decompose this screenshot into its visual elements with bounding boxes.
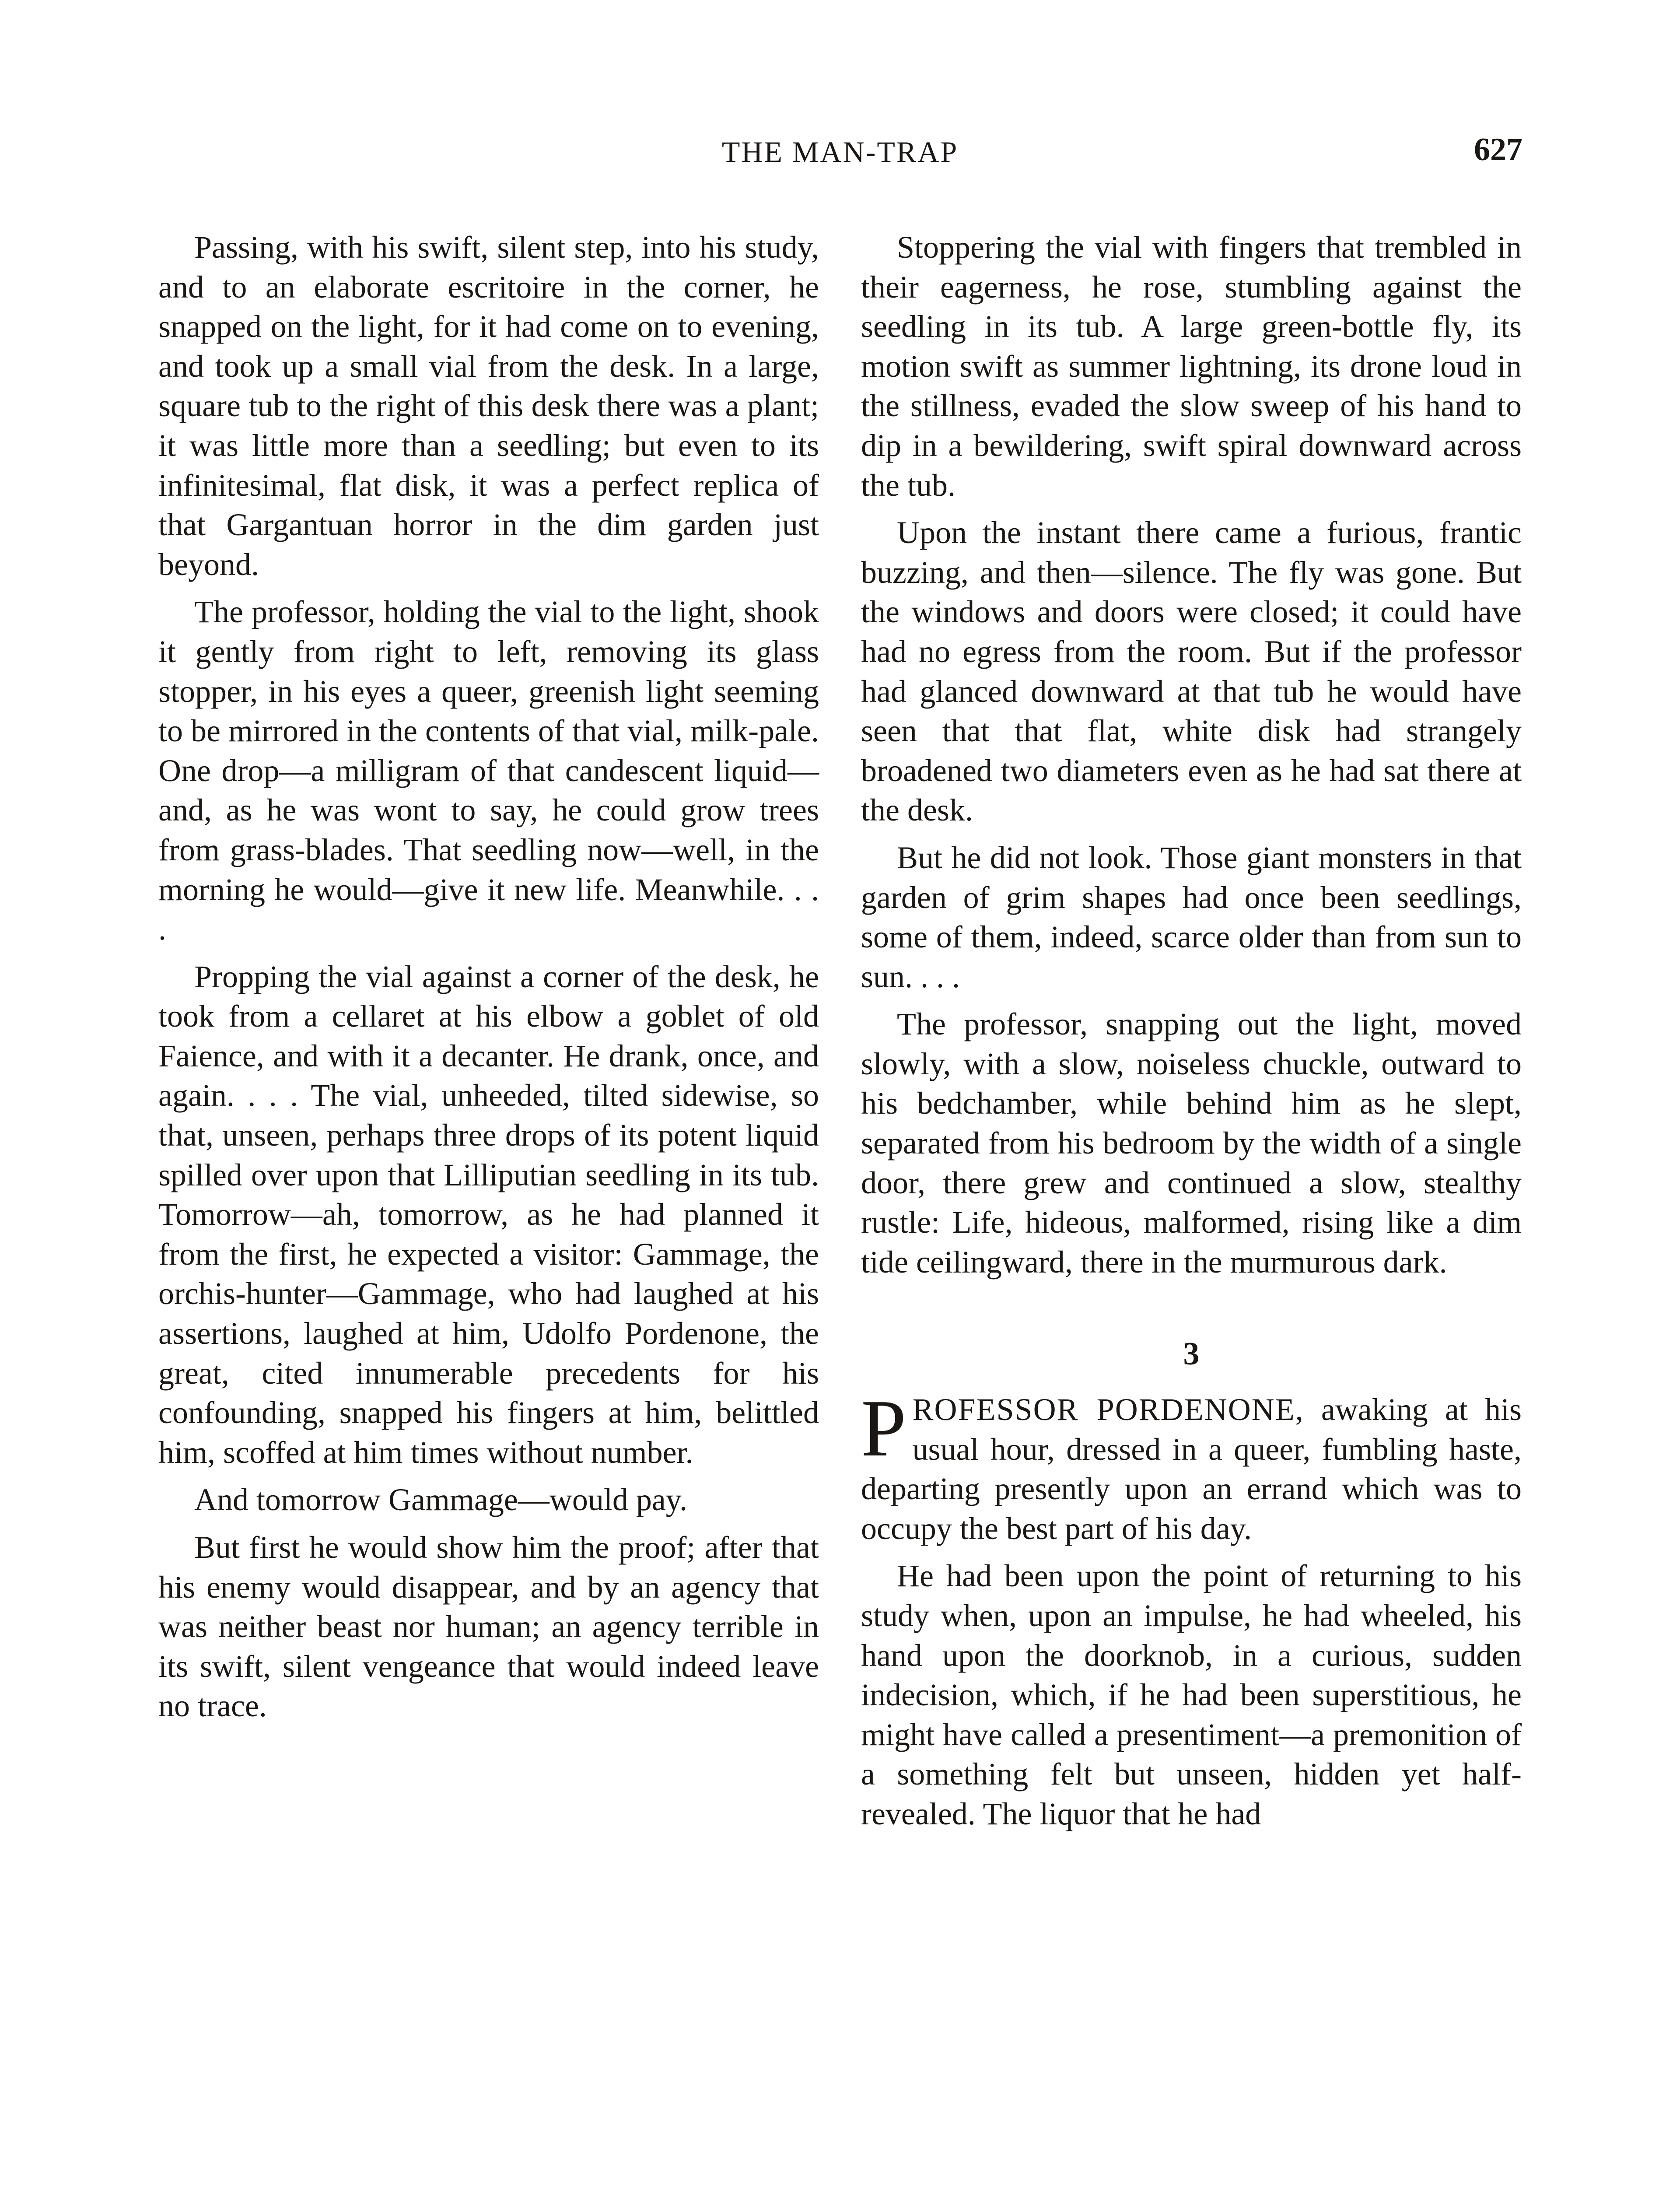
section-opening-paragraph [861, 1383, 1522, 1548]
paragraph: Passing, with his swift, silent step, into his study, and to an elaborate escritoire in the corner, he snapped on the light, for it had come on to evening, and took up a small vial from the desk. In a large, square tub to the right of this desk there was a plant; it was little more than a seedling; but even to its infinitesimal, flat disk, it was a perfect replica of that Gargantuan horror in the dim garden just beyond. [158, 230, 819, 582]
paragraph: He had been upon the point of returning to his study when, upon an impulse, he had wheeled, his hand upon the doorknob, in a curious, sudden indecision, which, if he had been superstitious, he might have called a presentiment—a premonition of a something felt but unseen, hidden yet half-revealed. The liquor that he had [861, 1558, 1522, 1831]
paragraph: The professor, holding the vial to the light, shook it gently from right to left, removing its glass stopper, in his eyes a queer, greenish light seeming to be mirrored in the contents of that vial, milk-pale. One drop—a milligram of that candescent liquid—and, as he was wont to say, he could grow trees from grass-blades. That seedling now—well, in the morning he would—give it new life. Meanwhile. . . . [158, 594, 819, 947]
paragraph: The professor, snapping out the light, moved slowly, with a slow, noiseless chuckle, outward to his bedchamber, while behind him as he slept, separated from his bedroom by the width of a single door, there grew and continued a slow, stealthy rustle: Life, hideous, malformed, rising like a dim tide ceilingward, there in the murmurous dark. [861, 1006, 1522, 1280]
paragraph: And tomorrow Gammage—would pay. [194, 1482, 688, 1518]
section-number: 3 [1183, 1336, 1200, 1372]
paragraph: Stoppering the vial with fingers that trembled in their eagerness, he rose, stumbling against the seedling in its tub. A large green-bottle fly, its motion swift as summer lightning, its drone loud in the stillness, evaded the slow sweep of his hand to dip in a bewildering, swift spiral downward across the tub. [861, 230, 1522, 503]
running-title: THE MAN-TRAP [721, 135, 959, 168]
small-caps-lead: ROFESSOR PORDENONE, [912, 1392, 1304, 1427]
paragraph: Upon the instant there came a furious, frantic buzzing, and then—silence. The fly was gone. But the windows and doors were closed; it could have had no egress from the room. But if the professor had glanced downward at that tub he would have seen that that flat, white disk had strangely broadened two diameters even as he had sat there at the desk. [861, 515, 1522, 828]
right-column [861, 228, 1522, 1842]
paragraph: But he did not look. Those giant monsters in that garden of grim shapes had once been seedlings, some of them, indeed, scarce older than from sun to sun. . . . [861, 840, 1522, 994]
drop-cap: P [861, 1383, 906, 1474]
running-header [158, 131, 1522, 179]
left-column [158, 228, 819, 1734]
page-number: 627 [1474, 132, 1522, 168]
paragraph: Propping the vial against a corner of the desk, he took from a cellaret at his elbow a goblet of old Faience, and with it a decanter. He drank, once, and again. . . . The vial, unheeded, tilted sidewise, so that, unseen, perhaps three drops of its potent liquid spilled over upon that Lilliputian seedling in its tub. Tomorrow—ah, tomorrow, as he had planned it from the first, he expected a visitor: Gammage, the orchis-hunter—Gammage, who had laughed at his assertions, laughed at him, Udolfo Pordenone, the great, cited innumerable precedents for his confounding, snapped his fingers at him, belittled him, scoffed at him times without number. [158, 959, 819, 1470]
opening-text: awaking at his usual hour, dressed in a queer, fumbling haste, departing presently upon an errand which was to occupy the best part of his day. [861, 1392, 1522, 1546]
paragraph: But first he would show him the proof; after that his enemy would disappear, and by an agency that was neither beast nor human; an agency terrible in its swift, silent vengeance that would indeed leave no trace. [158, 1530, 819, 1724]
